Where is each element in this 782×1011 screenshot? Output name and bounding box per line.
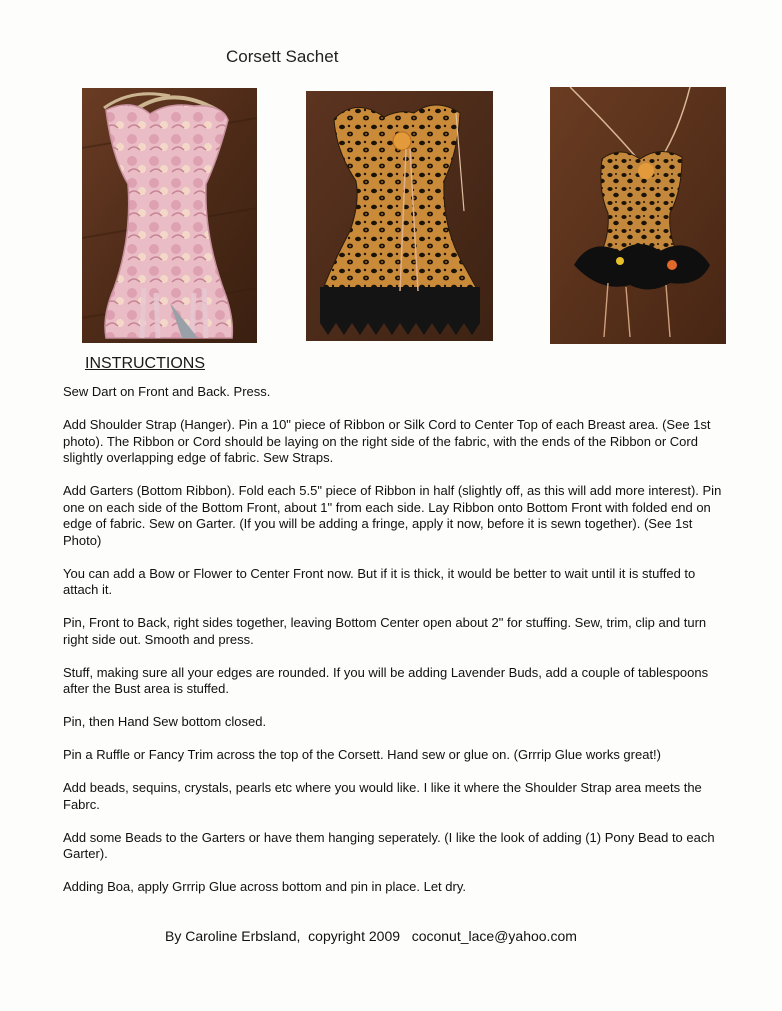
instruction-step: Add Shoulder Strap (Hanger). Pin a 10" piece of Ribbon or Silk Cord to Center Top of each Breast area. (See 1st photo). The Ribbon or Cord should be laying on the right side of the fabric, with the ends of the Ribbon or Cord slightly overlapping edge of fabric. Sew Straps. [63, 417, 711, 465]
instruction-step: Sew Dart on Front and Back. Press. [63, 384, 271, 399]
instruction-step: Add Garters (Bottom Ribbon). Fold each 5.5" piece of Ribbon in half (slightly off, as this will add more interest). Pin one on each side of the Bottom Front, about 1" from each side. Lay Ribbon onto Bottom Front with folded end on edge of fabric. Sew on Garter. (If you will be adding a fringe, apply it now, before it is sewn together). (See 1st Photo) [63, 483, 722, 548]
instruction-step: Stuff, making sure all your edges are rounded. If you will be adding Lavender Buds, add a couple of tablespoons after the Bust area is stuffed. [63, 664, 709, 696]
leopard-fringe-corset-photo [306, 91, 493, 341]
page-title: Corsett Sachet [226, 47, 339, 66]
instruction-step: You can add a Bow or Flower to Center Front now. But if it is thick, it would be better to wait until it is stuffed to attach it. [63, 565, 696, 597]
instruction-step: Adding Boa, apply Grrrip Glue across bottom and pin in place. Let dry. [63, 879, 466, 894]
instruction-steps [63, 384, 731, 912]
author-footer: By Caroline Erbsland, copyright 2009 coconut_lace@yahoo.com [165, 928, 577, 944]
instructions-heading: INSTRUCTIONS [85, 355, 205, 372]
instruction-step: Add beads, sequins, crystals, pearls etc where you would like. I like it where the Shoulder Strap area meets the Fabrc. [63, 780, 702, 812]
pink-corset-photo [82, 88, 257, 343]
instruction-step: Pin a Ruffle or Fancy Trim across the top of the Corsett. Hand sew or glue on. (Grrrip Glue works great!) [63, 747, 661, 762]
instruction-step: Pin, Front to Back, right sides together, leaving Bottom Center open about 2" for stuffing. Sew, trim, clip and turn right side out. Smooth and press. [63, 615, 707, 647]
instruction-step: Pin, then Hand Sew bottom closed. [63, 714, 267, 729]
instruction-step: Add some Beads to the Garters or have them hanging seperately. (I like the look of adding (1) Pony Bead to each Garter). [63, 829, 715, 861]
leopard-boa-corset-photo [550, 87, 726, 344]
